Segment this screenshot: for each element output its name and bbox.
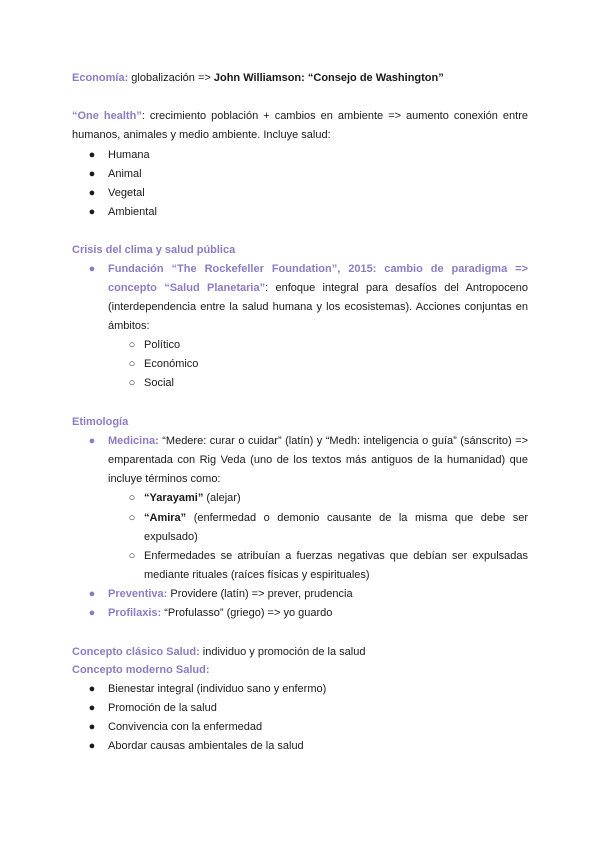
concepto-moderno-heading: Concepto moderno Salud: <box>72 664 210 676</box>
one-health-label: “One health” <box>72 110 142 122</box>
bullet-marker: ● <box>88 607 96 619</box>
one-health-text: : crecimiento población + cambios en ambiente => aumento conexión entre humanos, animales y medio ambiente. Incluye salud: <box>72 110 528 141</box>
profilaxis-text: “Profulasso” (griego) => yo guardo <box>161 607 333 619</box>
medicina-label: Medicina: <box>108 435 159 447</box>
bullet-marker: ○ <box>128 339 136 351</box>
medicina-text: “Medere: curar o cuidar” (latín) y “Medh: inteligencia o guía” (sánscrito) => emparentada con Rig Veda (uno de los textos más antiguos de la humanidad) que incluye términos como: <box>108 435 528 485</box>
crisis-item-text: : enfoque integral para desafíos del Antropoceno (interdependencia entre la salud humana y los ecosistemas). Acciones conjuntas en ámbitos: <box>108 282 528 332</box>
amira-text: (enfermedad o demonio causante de la misma que debe ser expulsado) <box>144 512 528 543</box>
bullet-marker: ● <box>88 721 96 733</box>
amira-term: “Amira” <box>144 512 187 524</box>
crisis-item <box>108 260 528 336</box>
list-item: Social <box>144 377 174 389</box>
yarayami-term: “Yarayami” <box>144 492 204 504</box>
bullet-marker: ● <box>88 263 96 275</box>
profilaxis-label: Profilaxis: <box>108 607 162 619</box>
bullet-marker: ○ <box>128 512 136 524</box>
profilaxis-item <box>108 604 528 623</box>
bullet-marker: ● <box>88 588 96 600</box>
crisis-item-label: Fundación “The Rockefeller Foundation”, 2015: cambio de paradigma => concepto “Salud Planetaria” <box>108 263 528 294</box>
list-item: Animal <box>108 168 142 180</box>
economia-text: globalización => <box>128 72 214 84</box>
bullet-marker: ○ <box>128 358 136 370</box>
etimologia-heading: Etimología <box>72 416 129 428</box>
economia-paragraph <box>72 69 528 88</box>
bullet-marker: ○ <box>128 377 136 389</box>
bullet-marker: ○ <box>128 550 136 562</box>
bullet-marker: ● <box>88 187 96 199</box>
economia-label: Economía: <box>72 72 129 84</box>
economia-bold: John Williamson: “Consejo de Washington” <box>213 72 444 84</box>
preventiva-text: Providere (latín) => prever, prudencia <box>167 588 353 600</box>
bullet-marker: ○ <box>128 492 136 504</box>
list-item: Político <box>144 339 181 351</box>
amira-item <box>144 509 528 547</box>
bullet-marker: ● <box>88 740 96 752</box>
list-item: Abordar causas ambientales de la salud <box>108 740 304 752</box>
list-item: Bienestar integral (individuo sano y enfermo) <box>108 683 327 695</box>
yarayami-text: (alejar) <box>203 492 241 504</box>
list-item: Vegetal <box>108 187 145 199</box>
concepto-clasico <box>72 643 528 662</box>
enfermedades-item: Enfermedades se atribuían a fuerzas negativas que debían ser expulsadas mediante rituales (raíces físicas y espirituales) <box>144 550 528 581</box>
list-item: Económico <box>144 358 199 370</box>
one-health-paragraph <box>72 107 528 145</box>
list-item: Promoción de la salud <box>108 702 217 714</box>
concepto-clasico-text: individuo y promoción de la salud <box>199 646 366 658</box>
bullet-marker: ● <box>88 206 96 218</box>
bullet-marker: ● <box>88 435 96 447</box>
yarayami-item <box>144 489 528 508</box>
preventiva-item <box>108 585 528 604</box>
bullet-marker: ● <box>88 168 96 180</box>
concepto-clasico-label: Concepto clásico Salud: <box>72 646 200 658</box>
bullet-marker: ● <box>88 683 96 695</box>
list-item: Convivencia con la enfermedad <box>108 721 263 733</box>
list-item: Ambiental <box>108 206 157 218</box>
bullet-marker: ● <box>88 149 96 161</box>
list-item: Humana <box>108 149 150 161</box>
preventiva-label: Preventiva: <box>108 588 168 600</box>
crisis-heading: Crisis del clima y salud pública <box>72 244 236 256</box>
medicina-item <box>108 432 528 489</box>
bullet-marker: ● <box>88 702 96 714</box>
